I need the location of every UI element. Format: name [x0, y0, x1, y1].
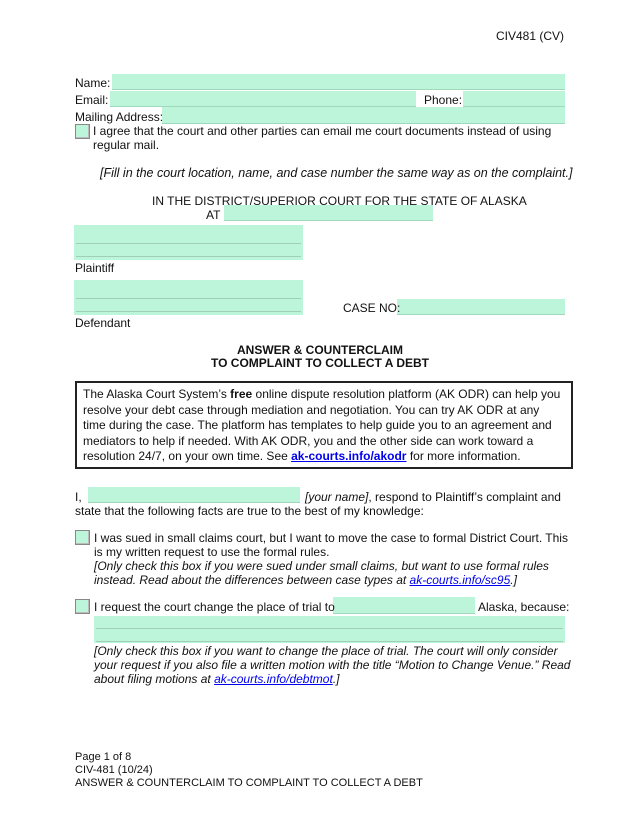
odr-info-box [75, 381, 573, 469]
small-claims-note-2: instead. Read about the differences between case types at [94, 573, 410, 587]
odr-text: The Alaska Court System’s [83, 387, 231, 401]
form-code: CIV481 (CV) [495, 29, 564, 43]
email-consent-text: I agree that the court and other parties can email me court documents instead of using [93, 124, 552, 138]
small-claims-text-2: is my written request to use the formal rules. [94, 545, 330, 559]
page-number: Page 1 of 8 [75, 751, 132, 763]
at-label: AT [206, 208, 221, 222]
your-name-field[interactable] [88, 487, 300, 503]
defendant-field[interactable] [74, 280, 303, 315]
defendant-label: Defendant [75, 316, 131, 330]
venue-note-3: about filing motions at [94, 672, 215, 686]
small-claims-checkbox[interactable] [75, 530, 90, 545]
case-no-label: CASE NO: [343, 301, 401, 315]
i-label: I, [75, 490, 82, 504]
odr-text-2: online dispute resolution platform (AK ODR) can help you resolve your debt case through mediation and negotiation. You can try AK ODR at any time during the case. The platform has templates to help guide you to an agreement and mediators to help if needed. With AK ODR, you and the other side can work toward a resolution 24/7, on your own time. See [83, 387, 561, 463]
venue-reason-field[interactable] [94, 616, 565, 643]
debtmot-link[interactable]: ak-courts.info/debtmot [214, 672, 333, 686]
akodr-link[interactable]: ak-courts.info/akodr [291, 449, 407, 463]
form-title-2: TO COMPLAINT TO COLLECT A DEBT [211, 356, 429, 370]
email-label: Email: [75, 93, 109, 107]
email-field[interactable] [110, 91, 416, 107]
venue-location-field[interactable] [333, 597, 475, 614]
small-claims-note-end: .] [510, 573, 517, 587]
venue-alaska-text: Alaska, because: [478, 600, 570, 614]
name-field[interactable] [112, 74, 565, 90]
venue-note-2: your request if you also file a written motion with the title “Motion to Change Venue.” Read [94, 658, 571, 672]
phone-field[interactable] [463, 91, 565, 107]
fill-instruction: [Fill in the court location, name, and case number the same way as on the complaint.] [100, 166, 573, 180]
small-claims-text: I was sued in small claims court, but I want to move the case to formal District Court. This [94, 531, 568, 545]
footer-title: ANSWER & COUNTERCLAIM TO COMPLAINT TO COLLECT A DEBT [75, 777, 423, 789]
venue-text: I request the court change the place of trial to [94, 600, 335, 614]
case-no-field[interactable] [397, 299, 565, 315]
venue-note: [Only check this box if you want to change the place of trial. The court will only consider [94, 644, 558, 658]
court-heading: IN THE DISTRICT/SUPERIOR COURT FOR THE STATE OF ALASKA [152, 194, 527, 208]
odr-free: free [230, 387, 253, 401]
statement-text: , respond to Plaintiff’s complaint and [368, 490, 561, 504]
form-title-1: ANSWER & COUNTERCLAIM [237, 343, 403, 357]
mailing-address-field[interactable] [162, 107, 565, 124]
email-consent-text-2: regular mail. [93, 138, 160, 152]
footer-code: CIV-481 (10/24) [75, 764, 153, 776]
your-name-hint: [your name] [305, 490, 369, 504]
venue-note-end: .] [332, 672, 340, 686]
statement-line-2: state that the following facts are true to the best of my knowledge: [75, 504, 424, 518]
mailing-label: Mailing Address: [75, 110, 164, 124]
phone-label: Phone: [424, 93, 463, 107]
small-claims-note: [Only check this box if you were sued under small claims, but want to use formal rules [94, 559, 549, 573]
plaintiff-field[interactable] [74, 225, 303, 260]
odr-text-3: for more information. [406, 449, 521, 463]
name-label: Name: [75, 76, 111, 90]
plaintiff-label: Plaintiff [75, 261, 115, 275]
venue-checkbox[interactable] [75, 599, 90, 614]
sc95-link[interactable]: ak-courts.info/sc95 [409, 573, 511, 587]
email-consent-checkbox[interactable] [75, 124, 90, 139]
